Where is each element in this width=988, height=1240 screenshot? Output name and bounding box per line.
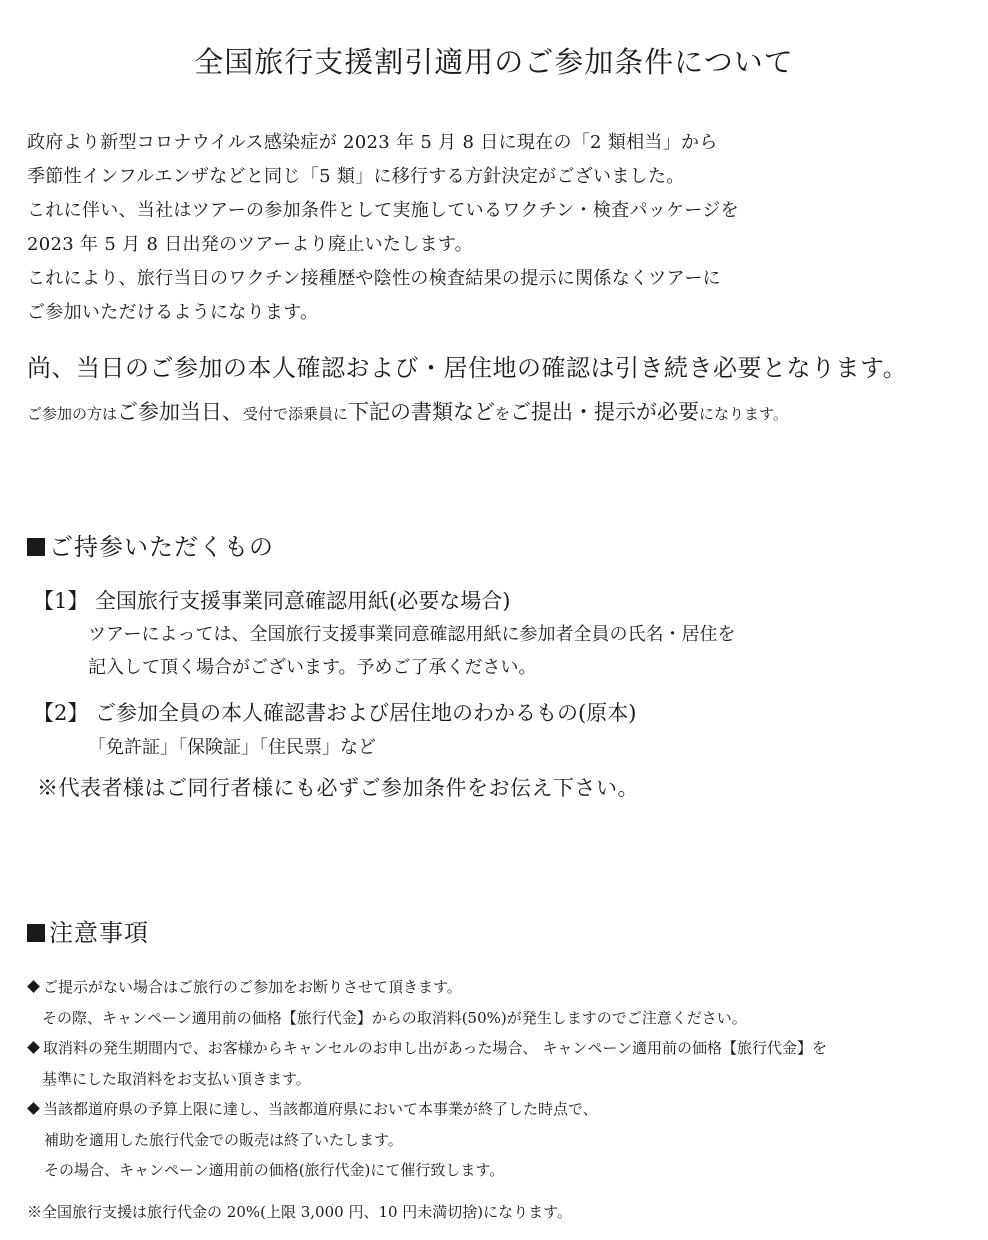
caution-continuation: その際、キャンペーン適用前の価格【旅行代金】からの取消料(50%)が発生しますのでご注意ください。	[42, 1008, 747, 1027]
bring-item-2-body	[88, 731, 376, 764]
intro-line: ご参加いただけるようになります。	[27, 302, 319, 323]
page-title: 全国旅行支援割引適用のご参加条件について	[194, 45, 794, 79]
caution-item	[27, 972, 977, 1003]
square-bullet-icon	[27, 924, 45, 942]
caution-text: ご提示がない場合はご旅行のご参加をお断りさせて頂きます。	[43, 978, 462, 996]
caution-continuation: 補助を適用した旅行代金での販売は終了いたします。	[44, 1130, 403, 1149]
support-footnote: ※全国旅行支援は旅行代金の 20%(上限 3,000 円、10 円未満切捨)になります。	[27, 1203, 572, 1221]
caution-heading-text: 注意事項	[49, 919, 149, 947]
diamond-bullet-icon	[27, 1041, 40, 1054]
bring-item-line: 記入して頂く場合がございます。予めご了承ください。	[88, 657, 537, 678]
intro-line: 季節性インフルエンザなどと同じ「5 類」に移行する方針決定がございました。	[27, 166, 685, 187]
square-bullet-icon	[27, 538, 45, 556]
bring-item-line: 「免許証」「保険証」「住民票」など	[88, 737, 376, 758]
notice-text: 受付で添乗員に	[243, 405, 349, 423]
bring-item-line: ツアーによっては、全国旅行支援事業同意確認用紙に参加者全員の氏名・居住を	[88, 624, 736, 645]
intro-line: これに伴い、当社はツアーの参加条件として実施しているワクチン・検査パッケージを	[27, 200, 739, 221]
notice-text-emphasis: ご提出・提示が必要	[510, 400, 700, 424]
bring-item-2-title: 【2】 ご参加全員の本人確認書および居住地のわかるもの(原本)	[33, 701, 637, 725]
notice-text-emphasis: ご参加当日、	[117, 400, 244, 424]
intro-line: 2023 年 5 月 8 日出発のツアーより廃止いたします。	[27, 234, 473, 255]
notice-text: になります。	[699, 405, 788, 423]
diamond-bullet-icon	[27, 980, 40, 993]
caution-item	[27, 1033, 977, 1064]
caution-text: 取消料の発生期間内で、お客様からキャンセルのお申し出があった場合、 キャンペーン適用前の価格【旅行代金】を	[43, 1039, 828, 1057]
caution-text: 当該都道府県の予算上限に達し、当該都道府県において本事業が終了した時点で、	[43, 1100, 598, 1118]
notice-text: ご参加の方は	[27, 405, 118, 423]
identity-notice: 尚、当日のご参加の本人確認および・居住地の確認は引き続き必要となります。	[27, 354, 908, 382]
bring-items-heading-text: ご持参いただくもの	[49, 533, 274, 561]
intro-line: これにより、旅行当日のワクチン接種歴や陰性の検査結果の提示に関係なくツアーに	[27, 268, 721, 289]
bring-items-heading	[27, 527, 274, 562]
caution-heading	[27, 913, 149, 948]
document-requirement-notice	[27, 396, 788, 426]
representative-remark: ※代表者様はご同行者様にも必ずご参加条件をお伝え下さい。	[37, 776, 639, 800]
intro-paragraph	[27, 126, 967, 330]
intro-line: 政府より新型コロナウイルス感染症が 2023 年 5 月 8 日に現在の「2 類相当」から	[27, 132, 718, 153]
bring-item-1-title: 【1】 全国旅行支援事業同意確認用紙(必要な場合)	[33, 589, 511, 613]
notice-text: を	[495, 405, 511, 423]
caution-item	[27, 1094, 977, 1125]
caution-list	[27, 972, 977, 1186]
caution-continuation: 基準にした取消料をお支払い頂きます。	[42, 1069, 311, 1088]
caution-continuation: その場合、キャンペーン適用前の価格(旅行代金)にて催行致します。	[44, 1161, 505, 1179]
bring-item-1-body	[88, 618, 735, 684]
diamond-bullet-icon	[27, 1102, 40, 1115]
notice-text-emphasis: 下記の書類など	[348, 400, 496, 424]
